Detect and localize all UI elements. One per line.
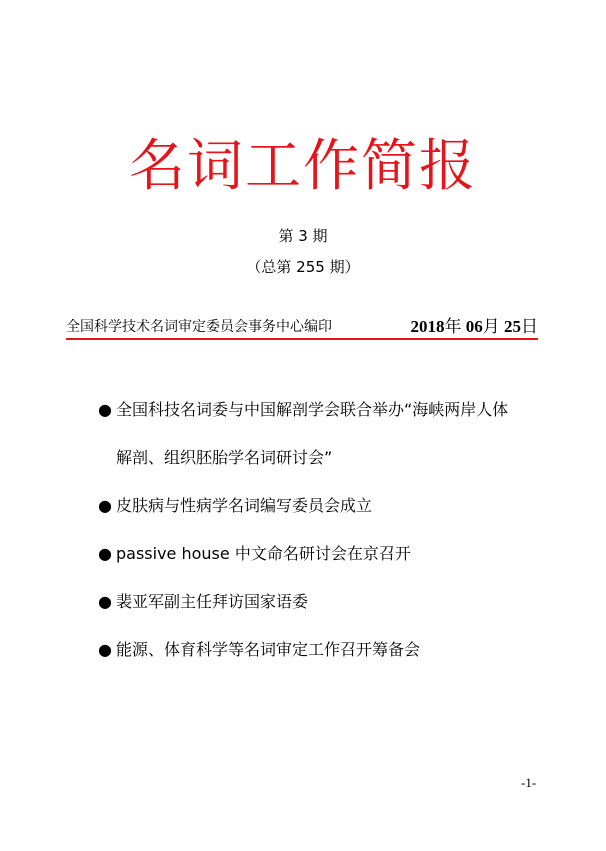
bullet-icon: ● (98, 592, 112, 611)
bullet-icon: ● (98, 496, 112, 515)
contents-list (98, 398, 538, 686)
date-month: 06 (465, 317, 483, 336)
issuer-name: 全国科学技术名词审定委员会事务中心编印 (66, 319, 332, 335)
issue-number: 第 3 期 (278, 227, 328, 245)
contents-item-line: 皮肤病与性病学名词编写委员会成立 (116, 496, 373, 515)
contents-item-line: passive house 中文命名研讨会在京召开 (116, 544, 411, 563)
contents-item (98, 590, 538, 614)
bullet-icon: ● (98, 400, 112, 419)
contents-item (98, 398, 538, 470)
contents-item-line: 能源、体育科学等名词审定工作召开筹备会 (116, 640, 421, 659)
date-year: 2018 (410, 317, 445, 336)
total-issue-number: （总第 255 期） (246, 258, 360, 276)
header-divider-rule (66, 338, 538, 340)
contents-item (98, 638, 538, 662)
contents-item-line: 全国科技名词委与中国解剖学会联合举办“海峡两岸人体 (116, 400, 509, 419)
contents-item (98, 494, 538, 518)
publication-date (411, 316, 539, 337)
bullet-icon: ● (98, 640, 112, 659)
date-year-unit: 年 (444, 317, 462, 336)
bulletin-title: 名词工作简报 (129, 134, 477, 199)
date-day-unit: 日 (521, 317, 538, 336)
contents-item-line: 裴亚军副主任拜访国家语委 (116, 592, 309, 611)
contents-item (98, 542, 538, 566)
page-number: -1- (521, 775, 537, 790)
date-month-unit: 月 (482, 317, 500, 336)
contents-item-line-continued: 解剖、组织胚胎学名词研讨会” (116, 448, 333, 467)
bullet-icon: ● (98, 544, 112, 563)
date-day: 25 (504, 317, 521, 336)
